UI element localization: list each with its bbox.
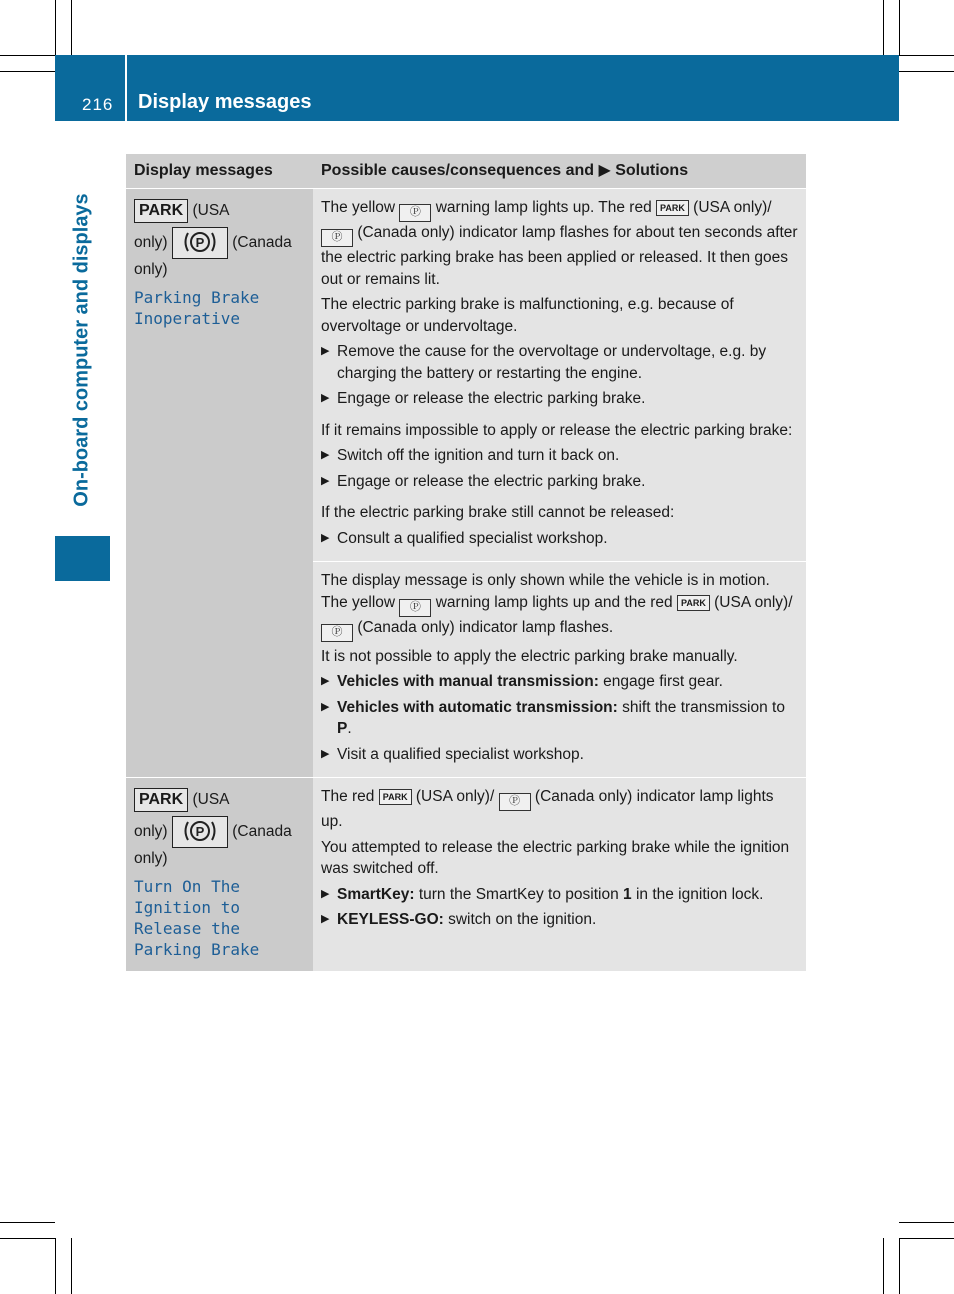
text: (Canada only) indicator lamp lights up. xyxy=(321,788,774,830)
parking-brake-lamp-icon xyxy=(172,816,228,848)
emphasis: KEYLESS-GO: xyxy=(337,911,444,928)
text: warning lamp lights up. The red xyxy=(435,199,652,216)
arrow-icon: ▶ xyxy=(321,392,330,404)
arrow-icon: ▶ xyxy=(321,700,330,713)
text: The yellow xyxy=(321,199,396,216)
region-label: (Canada xyxy=(232,823,292,841)
text: The red xyxy=(321,788,375,805)
message-line: Ignition to xyxy=(134,897,240,917)
paragraph: It is not possible to apply the electric parking brake manually. xyxy=(321,647,738,665)
region-label: (Canada xyxy=(232,234,292,252)
list-item xyxy=(321,744,798,766)
crop-mark xyxy=(899,1238,954,1239)
message-line: Inoperative xyxy=(134,308,240,328)
crop-mark xyxy=(899,71,954,72)
list-item xyxy=(321,388,798,410)
crop-mark xyxy=(0,55,55,56)
header-separator xyxy=(125,55,127,121)
page-title: Display messages xyxy=(138,91,312,113)
table-row xyxy=(126,777,806,971)
region-label: only) xyxy=(134,261,168,278)
list-item xyxy=(321,671,798,693)
list-item-text: in the ignition lock. xyxy=(631,885,764,903)
emphasis: SmartKey: xyxy=(337,885,415,903)
arrow-icon: ▶ xyxy=(321,913,330,925)
region-label: only) xyxy=(134,234,168,252)
parking-brake-small-icon: Ⓟ xyxy=(399,204,431,222)
arrow-icon: ▶ xyxy=(321,675,330,687)
svg-text:P: P xyxy=(195,235,205,250)
crop-mark xyxy=(55,1238,56,1294)
list-item-text: . xyxy=(347,720,352,737)
parking-brake-small-icon: Ⓟ xyxy=(499,793,531,811)
list-item-text: Visit a qualified specialist workshop. xyxy=(337,745,584,763)
solutions-cell xyxy=(313,189,806,777)
side-tab-marker xyxy=(55,536,110,581)
solution-block xyxy=(313,189,806,562)
display-message-text xyxy=(134,287,305,329)
display-message-cell xyxy=(126,189,313,777)
parking-brake-lamp-icon xyxy=(172,227,228,259)
page-number: 216 xyxy=(82,95,114,114)
region-label: only) xyxy=(134,850,168,867)
list-item-text: engage first gear. xyxy=(598,673,723,690)
crop-mark xyxy=(883,0,884,55)
list-item xyxy=(321,884,798,906)
arrow-icon: ▶ xyxy=(321,531,330,544)
message-line: Release the xyxy=(134,918,240,938)
crop-mark xyxy=(899,1222,954,1223)
paragraph xyxy=(321,570,798,642)
paragraph: If the electric parking brake still cannot be released: xyxy=(321,504,675,521)
parking-brake-small-icon: Ⓟ xyxy=(399,599,431,617)
text: warning lamp lights up and the red xyxy=(435,593,673,611)
region-label: only) xyxy=(134,823,168,841)
park-lamp-icon: PARK xyxy=(134,199,188,223)
display-message-text xyxy=(134,876,305,960)
arrow-icon: ▶ xyxy=(321,449,330,461)
list-item-text: Remove the cause for the overvoltage or undervoltage, e.g. by charging the battery or restarting the engine. xyxy=(337,343,767,382)
list-item-text: shift the transmission to xyxy=(617,698,785,716)
column-header-display-messages: Display messages xyxy=(134,162,273,180)
emphasis: Vehicles with automatic transmission: xyxy=(337,698,618,716)
text: (Canada only) indicator lamp flashes. xyxy=(357,618,614,636)
section-side-title: On-board computer and displays xyxy=(70,193,93,507)
paragraph: You attempted to release the electric parking brake while the ignition was switched off. xyxy=(321,838,790,877)
list-item-text: Engage or release the electric parking brake. xyxy=(337,390,646,407)
list-item-text: Engage or release the electric parking brake. xyxy=(337,472,646,490)
solutions-cell xyxy=(313,778,806,971)
text: (USA only)/ xyxy=(415,788,495,805)
crop-mark xyxy=(899,1238,900,1294)
park-small-icon: PARK xyxy=(656,200,689,216)
crop-mark xyxy=(71,1238,72,1294)
svg-text:P: P xyxy=(195,824,205,839)
crop-mark xyxy=(55,0,56,55)
text: (USA only)/ xyxy=(693,199,772,216)
text: (Canada only) indicator lamp flashes for about ten seconds after the electric parking brake has been applied or released. It then goes out or remains lit. xyxy=(321,224,798,288)
region-label: (USA xyxy=(192,791,230,808)
crop-mark xyxy=(899,0,900,55)
solution-block xyxy=(313,562,806,777)
table-header xyxy=(126,154,806,188)
list-item-text: switch on the ignition. xyxy=(443,911,597,928)
emphasis: 1 xyxy=(623,885,632,903)
list-item xyxy=(321,528,798,550)
crop-mark xyxy=(0,1238,55,1239)
paragraph xyxy=(321,197,798,290)
park-small-icon: PARK xyxy=(677,595,710,611)
message-line: Parking Brake xyxy=(134,939,260,959)
crop-mark xyxy=(0,71,55,72)
list-item-text: turn the SmartKey to position xyxy=(414,885,624,903)
message-line: Turn On The xyxy=(134,876,240,896)
paragraph xyxy=(321,786,798,833)
solution-block xyxy=(313,778,806,971)
list-item-text: Switch off the ignition and turn it back on. xyxy=(337,447,620,464)
list-item xyxy=(321,697,798,740)
arrow-icon: ▶ xyxy=(321,345,330,357)
parking-brake-small-icon: Ⓟ xyxy=(321,624,353,642)
display-message-cell xyxy=(126,778,313,971)
list-item xyxy=(321,341,798,384)
park-small-icon: PARK xyxy=(379,789,412,805)
table-row xyxy=(126,188,806,777)
list-item xyxy=(321,909,798,931)
crop-mark xyxy=(71,0,72,55)
emphasis: Vehicles with manual transmission: xyxy=(337,673,599,690)
paragraph: The electric parking brake is malfunctioning, e.g. because of overvoltage or undervoltage. xyxy=(321,296,734,335)
parking-brake-small-icon: Ⓟ xyxy=(321,229,353,247)
messages-table xyxy=(126,154,806,971)
column-header-causes: Possible causes/consequences and ▶ Solutions xyxy=(321,162,689,180)
text: (USA only)/ xyxy=(714,593,793,611)
arrow-icon: ▶ xyxy=(321,887,330,900)
crop-mark xyxy=(883,1238,884,1294)
crop-mark xyxy=(0,1222,55,1223)
region-label: (USA xyxy=(192,202,230,219)
crop-mark xyxy=(899,55,954,56)
text: The display message is only shown while the vehicle is in motion. The yellow xyxy=(321,572,770,611)
list-item xyxy=(321,445,798,467)
list-item xyxy=(321,471,798,493)
list-item-text: Consult a qualified specialist workshop. xyxy=(337,529,608,547)
arrow-icon: ▶ xyxy=(321,474,330,487)
message-line: Parking Brake xyxy=(134,287,260,307)
arrow-icon: ▶ xyxy=(321,747,330,760)
emphasis: P xyxy=(337,720,348,737)
park-lamp-icon: PARK xyxy=(134,788,188,812)
paragraph: If it remains impossible to apply or release the electric parking brake: xyxy=(321,421,793,439)
